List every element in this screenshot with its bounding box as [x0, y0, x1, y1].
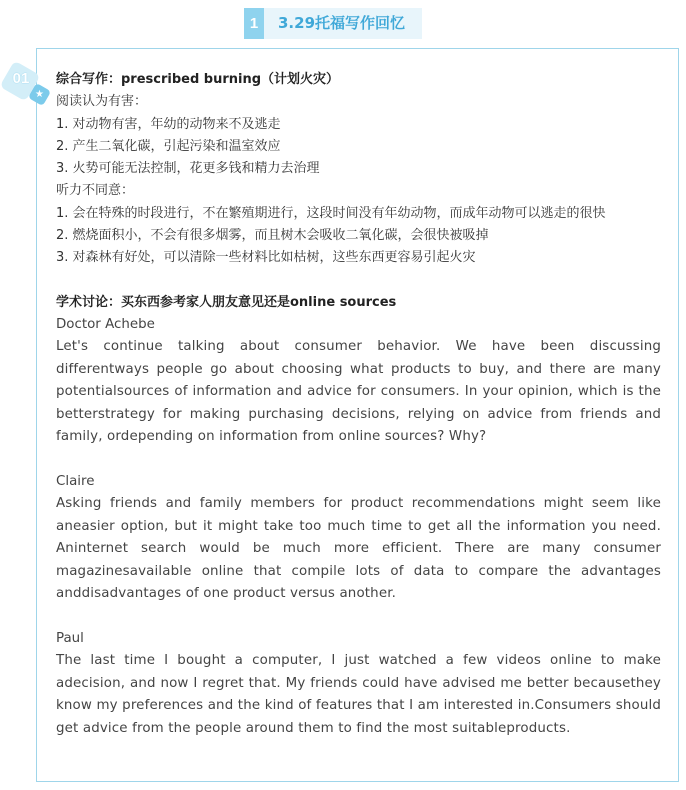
post-speaker: Claire	[56, 473, 95, 489]
badge-number: 01	[12, 70, 30, 87]
spacer	[56, 449, 661, 471]
section-header	[244, 8, 422, 39]
post-text: Let's continue talking about consumer behavior. We have been discussing differentways people go about choosing what products to buy, and there are many potentialsources of information and advice for consumers. In your opinion, which is the betterstrategy for making purchasing decisions, relying on advice from friends and family, ordepending on information from online sources? Why?	[56, 339, 661, 445]
spacer	[56, 270, 661, 292]
post-text: The last time I bought a computer, I just watched a few videos online to make adecision, and now I regret that. My friends could have advised me better becausethey know my preferences and the kind of features that I am interested in.Consumers should get advice from the people around them to find the most suitableproducts.	[56, 653, 661, 736]
post-speaker: Paul	[56, 630, 84, 646]
listening-point: 3. 对森林有好处，可以清除一些材料比如枯树，这些东西更容易引起火灾	[56, 250, 476, 266]
item-badge	[5, 64, 49, 108]
section-number: 1	[244, 8, 264, 39]
integrated-writing-heading: 综合写作：prescribed burning（计划火灾）	[56, 72, 340, 87]
listening-point: 2. 燃烧面积小，不会有很多烟雾，而且树木会吸收二氧化碳，会很快被吸掉	[56, 228, 489, 244]
reading-point: 3. 火势可能无法控制，花更多钱和精力去治理	[56, 161, 320, 177]
post-text: Asking friends and family members for product recommendations might seem like aneasier option, but it might take too much time to get all the information you need. Aninternet search would be much more efficient. There are many consumer magazinesavailable online that compile lots of data to compare the advantages anddisadvantages of one product versus another.	[56, 496, 661, 602]
academic-discussion-heading: 学术讨论：买东西参考家人朋友意见还是online sources	[56, 294, 397, 310]
post-speaker: Doctor Achebe	[56, 316, 155, 332]
section-title: 3.29托福写作回忆	[278, 14, 406, 32]
reading-point: 1. 对动物有害，年幼的动物来不及逃走	[56, 116, 281, 132]
reading-point: 2. 产生二氧化碳，引起污染和温室效应	[56, 138, 281, 154]
badge-star-icon: ★	[35, 89, 44, 100]
listening-point: 1. 会在特殊的时段进行，不在繁殖期进行，这段时间没有年幼动物，而成年动物可以逃走的很快	[56, 205, 606, 221]
article-content	[56, 69, 661, 740]
reading-label: 阅读认为有害：	[56, 94, 148, 110]
listening-label: 听力不同意：	[56, 183, 135, 199]
spacer	[56, 606, 661, 628]
